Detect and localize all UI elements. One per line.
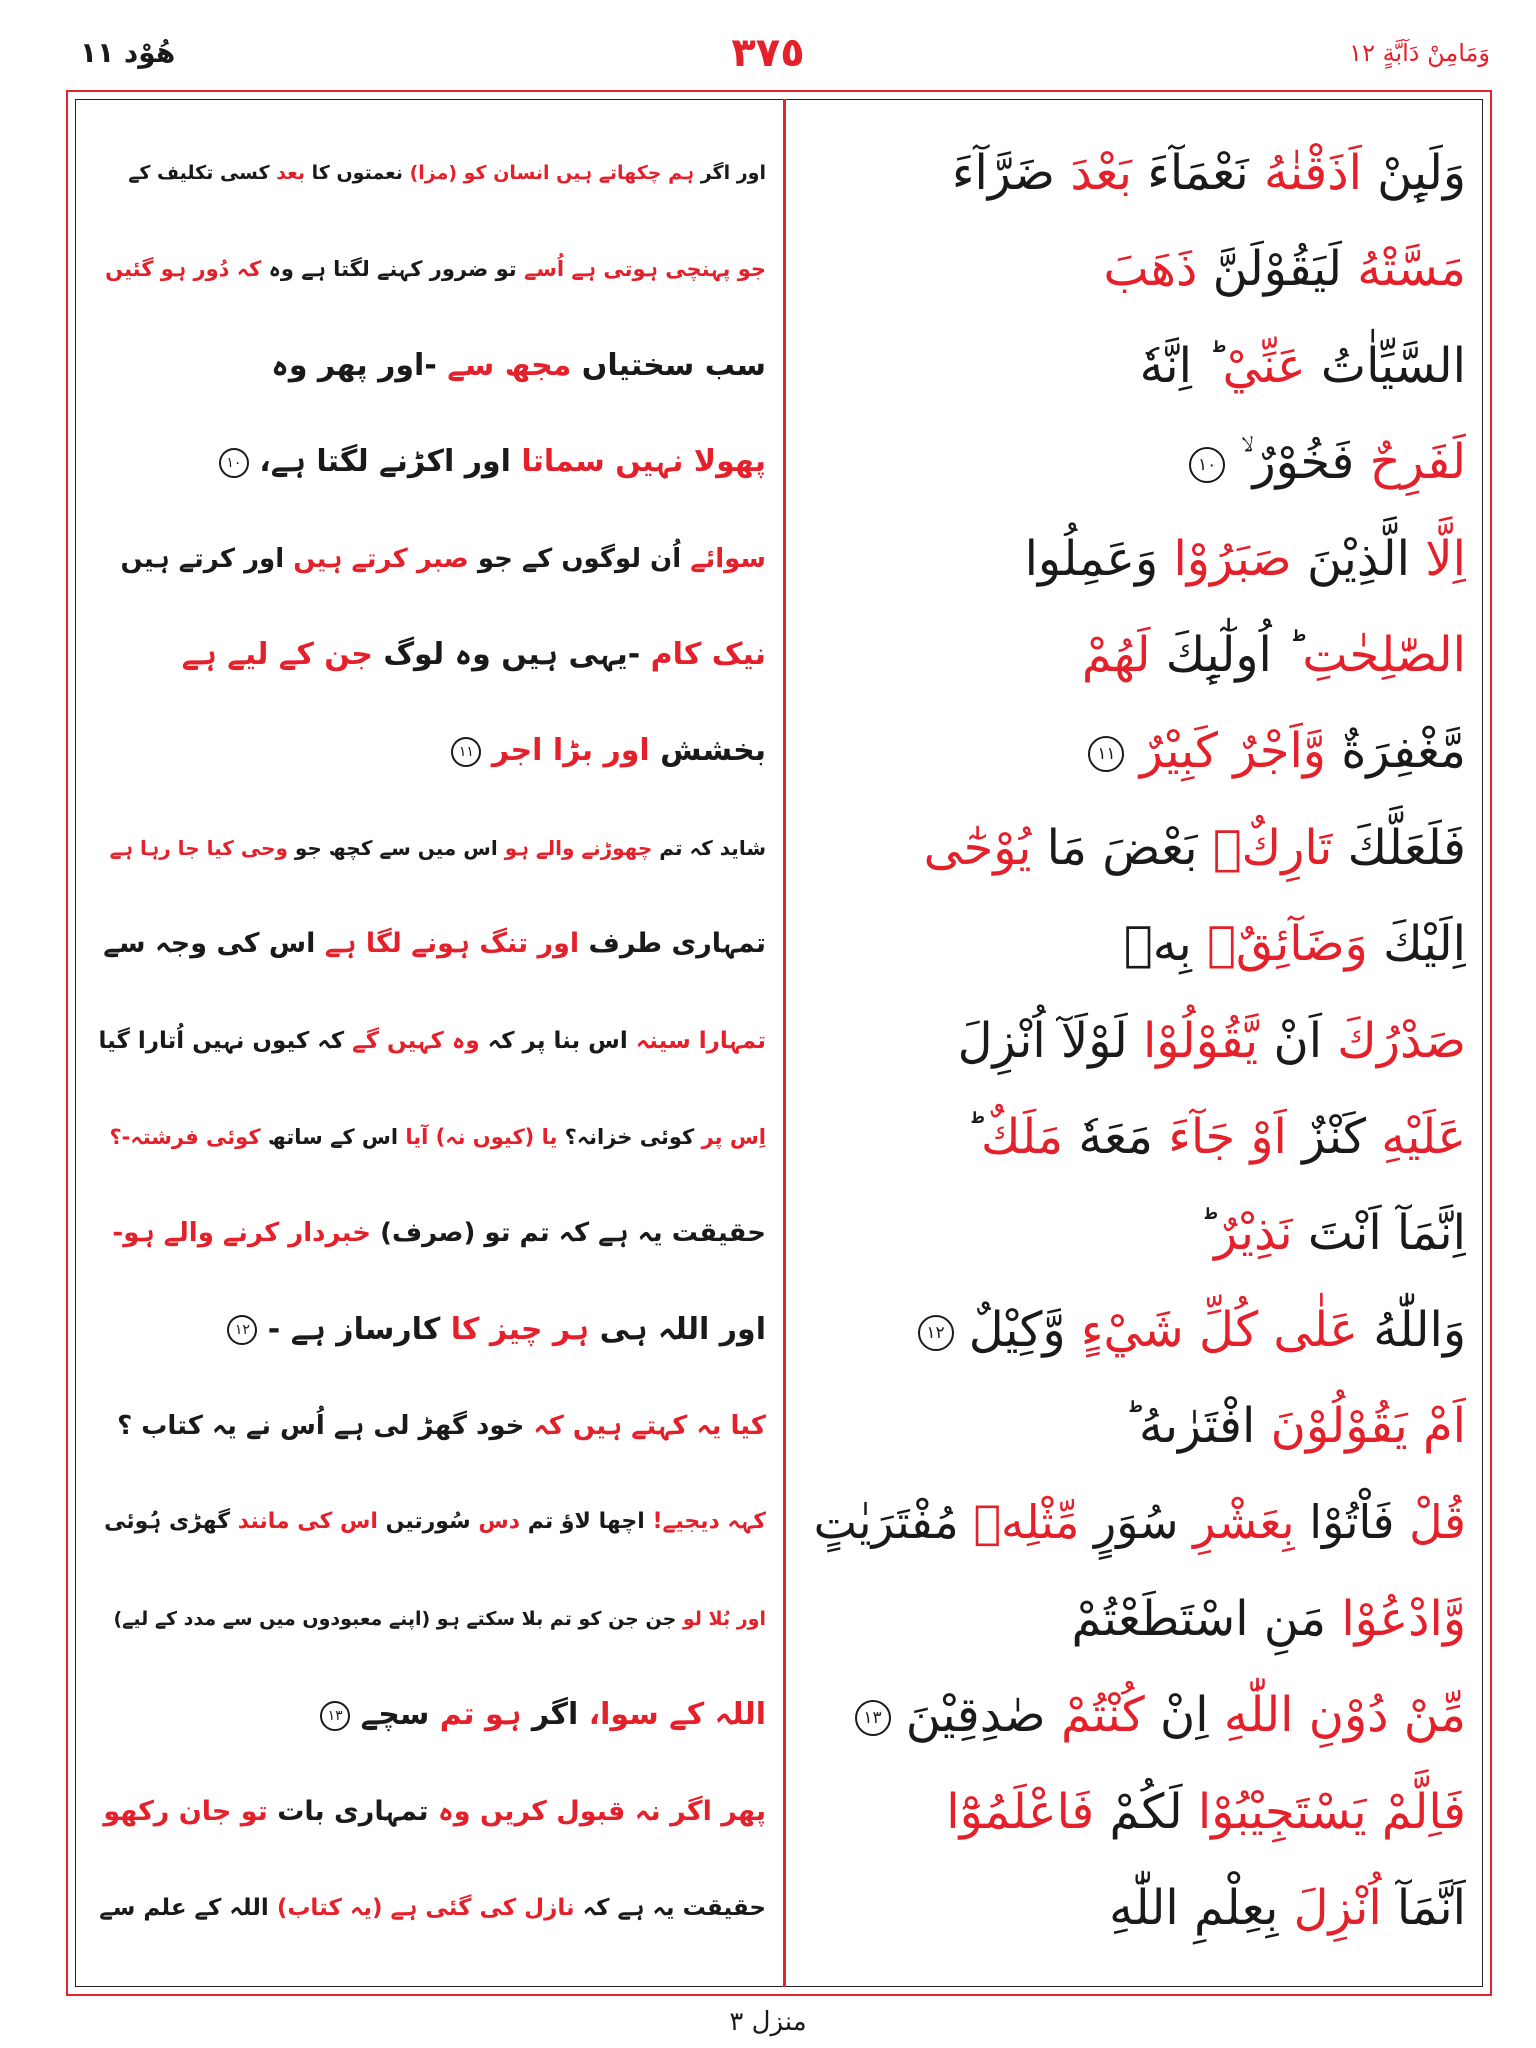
urdu-phrase: ہر چیز کا	[450, 1311, 590, 1347]
urdu-phrase: تمہاری طرف	[588, 928, 766, 960]
urdu-phrase: خبردار کرنے والے ہو-	[112, 1218, 372, 1249]
urdu-phrase: تمہارا سینہ	[635, 1027, 766, 1054]
urdu-phrase: کیا یہ کہتے ہیں کہ	[533, 1411, 766, 1442]
urdu-phrase: ہم چکھاتے ہیں انسان کو (مزا)	[409, 162, 695, 184]
urdu-phrase: جن جن کو تم بلا سکتے ہو (اپنے معبودوں میں سے مدد کے لیے)	[113, 1607, 677, 1630]
ayah-number-marker: ١٢	[227, 1315, 257, 1345]
urdu-phrase: اور بڑا اجر	[491, 733, 650, 769]
arabic-word: مِّنْ دُوْنِ اللّٰهِ	[1223, 1687, 1466, 1744]
verse-row	[0, 221, 1536, 317]
urdu-phrase: بخشش	[660, 733, 766, 769]
arabic-word: اِلَّا	[1425, 530, 1466, 587]
arabic-word: بِهٖ	[1123, 916, 1192, 973]
urdu-phrase: کوئی خزانہ؟	[564, 1124, 695, 1149]
arabic-verse-line	[806, 1089, 1466, 1185]
urdu-translation-line	[98, 607, 766, 703]
urdu-phrase: اُن لوگوں کے جو	[477, 543, 682, 574]
verse-row	[0, 800, 1536, 896]
urdu-phrase: اچھا لاؤ تم	[527, 1509, 645, 1535]
arabic-word: كَنْزٌ	[1302, 1108, 1366, 1165]
urdu-phrase: سوائے	[690, 543, 766, 574]
arabic-word: بِعَشْرِ	[1193, 1495, 1295, 1550]
arabic-word: لَوْلَآ اُنْزِلَ	[957, 1012, 1128, 1069]
urdu-translation-line	[98, 703, 766, 799]
arabic-word: وَضَآئِقٌۢ	[1207, 916, 1368, 973]
arabic-word: مَّغْفِرَةٌ	[1341, 723, 1466, 780]
arabic-verse-line	[806, 1378, 1466, 1474]
urdu-phrase: کارساز ہے -	[267, 1311, 441, 1347]
arabic-word: صَبَرُوْا	[1173, 530, 1292, 587]
arabic-word: عَلَيْهِ	[1381, 1108, 1466, 1165]
urdu-phrase: کہ دُور ہو گئیں	[105, 257, 262, 282]
arabic-word: صَدْرُكَ	[1337, 1012, 1466, 1069]
arabic-word: يُوْحٰٓى	[923, 819, 1032, 876]
arabic-verse-line	[806, 703, 1466, 799]
urdu-phrase: تو جان رکھو	[103, 1795, 268, 1827]
arabic-word: اَوْ جَآءَ	[1168, 1108, 1287, 1165]
urdu-phrase: سب سختیاں	[581, 347, 766, 383]
urdu-phrase: صبر کرتے ہیں	[293, 543, 469, 574]
arabic-word: مَسَّتْهُ	[1357, 241, 1466, 298]
urdu-translation-line	[98, 896, 766, 992]
arabic-verse-line	[806, 414, 1466, 510]
urdu-phrase: اور اکڑنے لگتا ہے،	[259, 444, 511, 480]
verse-row	[0, 1667, 1536, 1763]
urdu-phrase: اس میں سے کچھ جو	[294, 835, 498, 860]
arabic-word: وَّكِيْلٌ	[968, 1301, 1066, 1358]
urdu-phrase: اِس پر	[701, 1124, 766, 1149]
arabic-word: مَنِ اسْتَطَعْتُمْ	[1071, 1590, 1327, 1647]
urdu-phrase: اور اللہ ہی	[599, 1311, 766, 1347]
ayah-number-marker: ١٠	[1189, 447, 1225, 483]
arabic-verse-line	[806, 1474, 1466, 1570]
verse-row	[0, 1185, 1536, 1281]
urdu-phrase: اور اگر	[700, 162, 766, 184]
arabic-word: فَلَعَلَّكَ	[1347, 819, 1466, 876]
ayah-number-marker: ١١	[1088, 736, 1124, 772]
verse-row	[0, 993, 1536, 1089]
urdu-phrase: پھولا نہیں سماتا	[521, 444, 766, 480]
arabic-word: عَنِّيْ	[1222, 337, 1306, 394]
urdu-phrase: اس بنا پر کہ	[487, 1027, 628, 1054]
verse-row	[0, 703, 1536, 799]
arabic-verse-line	[806, 993, 1466, 1089]
arabic-verse-line	[806, 800, 1466, 896]
urdu-phrase: کوئی فرشتہ-؟	[109, 1124, 261, 1149]
arabic-verse-line	[806, 125, 1466, 221]
arabic-word: اُنْزِلَ	[1293, 1880, 1382, 1937]
urdu-phrase: -اور پھر وہ	[271, 347, 437, 383]
arabic-verse-line	[806, 1571, 1466, 1667]
arabic-word: لَيَقُوْلَنَّ	[1212, 241, 1342, 298]
arabic-word: يَّقُوْلُوْا	[1142, 1012, 1259, 1069]
urdu-phrase: نعمتوں کا	[311, 162, 403, 184]
verse-row	[0, 1474, 1536, 1570]
verse-row	[0, 318, 1536, 414]
urdu-translation-line	[98, 1860, 766, 1956]
urdu-phrase: خود گھڑ لی ہے اُس نے یہ کتاب ؟	[117, 1411, 525, 1442]
arabic-word: فَاِلَّمْ يَسْتَجِيْبُوْا	[1197, 1783, 1466, 1840]
arabic-word: سُوَرٍ	[1093, 1495, 1179, 1550]
arabic-word: اَنَّمَآ	[1396, 1880, 1466, 1937]
arabic-word: قُلْ	[1409, 1495, 1466, 1550]
ayah-number-marker: ١٣	[320, 1701, 350, 1731]
urdu-phrase: اس کی وجہ سے	[103, 928, 316, 960]
verse-row	[0, 1764, 1536, 1860]
verse-row	[0, 1571, 1536, 1667]
urdu-translation-line	[98, 1571, 766, 1667]
arabic-word: فَخُوْرٌ ۙ	[1240, 434, 1355, 491]
verse-row	[0, 1860, 1536, 1956]
arabic-word: مَعَهٗ	[1078, 1108, 1153, 1165]
arabic-word: وَّادْعُوْا	[1341, 1590, 1466, 1647]
urdu-translation-line	[98, 993, 766, 1089]
arabic-word: فَاْتُوْا	[1309, 1495, 1395, 1550]
arabic-word: كُنْتُمْ	[1060, 1687, 1145, 1744]
urdu-phrase: وہ کہیں گے	[352, 1027, 480, 1054]
urdu-phrase: دس	[478, 1509, 521, 1535]
urdu-phrase: بعد	[276, 162, 306, 184]
arabic-verse-line	[806, 318, 1466, 414]
urdu-translation-line	[98, 1185, 766, 1281]
urdu-phrase: وحی کیا جا رہا ہے	[109, 835, 288, 860]
arabic-word: وَّاَجْرٌ كَبِيْرٌ	[1139, 723, 1326, 780]
urdu-phrase: اور تنگ ہونے لگا ہے	[324, 928, 580, 960]
urdu-translation-line	[98, 125, 766, 221]
arabic-word: وَلَىِٕنْ	[1377, 145, 1466, 201]
arabic-verse-line	[806, 1185, 1466, 1281]
arabic-word: ؕ اُولٰٓىِٕكَ	[1165, 626, 1288, 683]
arabic-word: ضَرَّآءَ	[951, 145, 1056, 201]
arabic-word: الصّٰلِحٰتِ	[1302, 626, 1466, 683]
urdu-phrase: اللہ کے سوا،	[588, 1697, 766, 1733]
surah-running-header: هُوْد ١١	[80, 36, 176, 69]
arabic-word: نَذِيْرٌ	[1214, 1205, 1293, 1262]
urdu-phrase: اور بُلا لو	[682, 1607, 766, 1630]
arabic-word: بَعْدَ	[1070, 145, 1133, 201]
ayah-number-marker: ١٠	[219, 448, 249, 478]
urdu-phrase: گھڑی ہُوئی	[104, 1509, 231, 1535]
arabic-word: لَهُمْ	[1081, 626, 1151, 683]
urdu-phrase: کہہ دیجیے!	[652, 1509, 766, 1535]
urdu-phrase: نازل کی گئی ہے (یہ کتاب)	[276, 1895, 575, 1922]
juz-running-header: وَمَامِنْ دَآبَّةٍ ١٢	[1349, 39, 1490, 67]
arabic-verse-line	[806, 221, 1466, 317]
arabic-word: مُفْتَرَيٰتٍ	[813, 1495, 959, 1550]
arabic-word: اِلَيْكَ	[1383, 916, 1466, 973]
arabic-verse-line	[806, 511, 1466, 607]
arabic-word: السَّيِّاٰتُ	[1320, 337, 1466, 394]
urdu-translation-line	[98, 800, 766, 896]
urdu-translation-line	[98, 1764, 766, 1860]
arabic-word: ؕ اِنَّهٗ	[1139, 337, 1208, 394]
arabic-word: فَاعْلَمُوْٓا	[946, 1783, 1095, 1840]
verse-row	[0, 1378, 1536, 1474]
urdu-translation-line	[98, 1282, 766, 1378]
arabic-verse-line	[806, 1764, 1466, 1860]
verse-row	[0, 1089, 1536, 1185]
arabic-verse-line	[806, 1860, 1466, 1956]
arabic-word: نَعْمَآءَ	[1147, 145, 1249, 201]
urdu-translation-line	[98, 1667, 766, 1763]
arabic-word: لَكُمْ	[1109, 1783, 1183, 1840]
arabic-word: مِّثْلِهٖ	[973, 1495, 1080, 1550]
arabic-word: تَارِكٌۢ	[1212, 819, 1333, 876]
ayah-number-marker: ١٢	[918, 1315, 954, 1351]
arabic-word: ذَهَبَ	[1103, 241, 1198, 298]
urdu-translation-line	[98, 1474, 766, 1570]
urdu-phrase: یا (کیوں نہ) آیا	[405, 1124, 558, 1149]
verse-row	[0, 1282, 1536, 1378]
arabic-word: بِعِلْمِ اللّٰهِ	[1109, 1880, 1279, 1937]
arabic-word: افْتَرٰىهُ ؕ	[1123, 1398, 1256, 1455]
page-number: ٣٧٥	[731, 30, 805, 76]
arabic-word: اِنْ	[1159, 1687, 1209, 1744]
urdu-phrase: جن کے لیے ہے	[181, 636, 373, 672]
ayah-number-marker: ١٣	[855, 1700, 891, 1736]
verse-rows	[0, 125, 1536, 1956]
arabic-word: عَلٰى كُلِّ شَيْءٍ	[1080, 1301, 1358, 1358]
verse-row	[0, 414, 1536, 510]
urdu-phrase: تمہاری بات	[277, 1795, 429, 1827]
urdu-phrase: حقیقت یہ ہے کہ تم تو (صرف)	[380, 1218, 766, 1249]
urdu-phrase: -یہی ہیں وہ لوگ	[383, 636, 641, 672]
arabic-word: صٰدِقِيْنَ	[905, 1687, 1046, 1744]
urdu-phrase: کسی تکلیف کے	[128, 162, 270, 184]
urdu-phrase: اس کے ساتھ	[267, 1124, 399, 1149]
verse-row	[0, 896, 1536, 992]
arabic-verse-line	[806, 607, 1466, 703]
manzil-footer: منزل ٣	[729, 2007, 807, 2037]
urdu-phrase: سُورتیں	[385, 1509, 471, 1535]
arabic-word: مَلَكٌ	[981, 1108, 1064, 1165]
arabic-verse-line	[806, 1282, 1466, 1378]
urdu-phrase: کہ کیوں نہیں اُتارا گیا	[98, 1027, 345, 1054]
urdu-phrase: شاید کہ تم	[659, 835, 766, 860]
urdu-phrase: اور کرتے ہیں	[120, 543, 285, 574]
urdu-translation-line	[98, 318, 766, 414]
urdu-phrase: اگر	[531, 1697, 579, 1733]
urdu-phrase: چھوڑنے والے ہو	[504, 835, 653, 860]
arabic-word: بَعْضَ مَا	[1046, 819, 1198, 876]
arabic-verse-line	[806, 896, 1466, 992]
arabic-verse-line	[806, 1667, 1466, 1763]
arabic-word: اِنَّمَآ اَنْتَ	[1307, 1205, 1466, 1262]
urdu-phrase: جو پہنچی ہوتی ہے اُسے	[523, 257, 766, 282]
urdu-phrase: اللہ کے علم سے	[99, 1895, 269, 1922]
urdu-translation-line	[98, 511, 766, 607]
verse-row	[0, 125, 1536, 221]
verse-row	[0, 607, 1536, 703]
ayah-number-marker: ١١	[451, 737, 481, 767]
arabic-word: اَنْ	[1273, 1012, 1323, 1069]
urdu-phrase: مجھ سے	[447, 347, 572, 383]
arabic-word: وَعَمِلُوا	[1024, 530, 1159, 587]
arabic-word: وَاللّٰهُ	[1373, 1301, 1466, 1358]
urdu-translation-line	[98, 1378, 766, 1474]
urdu-phrase: حقیقت یہ ہے کہ	[582, 1895, 766, 1922]
urdu-phrase: اس کی مانند	[237, 1509, 378, 1535]
arabic-word: اَمْ يَقُوْلُوْنَ	[1270, 1398, 1466, 1455]
urdu-translation-line	[98, 414, 766, 510]
arabic-word: لَفَرِحٌ	[1369, 434, 1466, 491]
urdu-phrase: سچے	[360, 1697, 430, 1733]
arabic-word: اَذَقْنٰهُ	[1264, 145, 1362, 201]
verse-row	[0, 511, 1536, 607]
urdu-phrase: پھر اگر نہ قبول کریں وہ	[437, 1795, 766, 1827]
urdu-phrase: تو ضرور کہنے لگتا ہے وہ	[268, 257, 517, 282]
arabic-word: الَّذِيْنَ	[1306, 530, 1411, 587]
urdu-translation-line	[98, 1089, 766, 1185]
urdu-translation-line	[98, 221, 766, 317]
urdu-phrase: نیک کام	[650, 636, 766, 672]
urdu-phrase: ہو تم	[439, 1697, 522, 1733]
